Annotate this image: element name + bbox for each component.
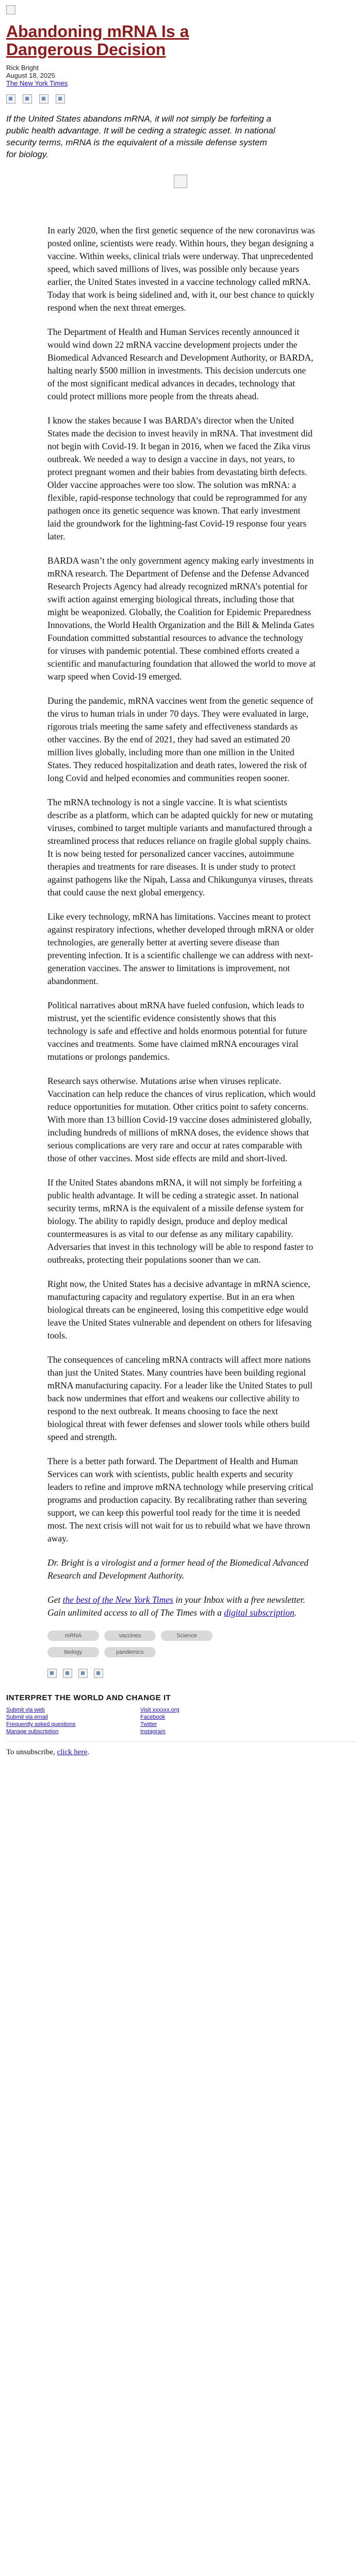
newsletter-link[interactable]: the best of the New York Times bbox=[62, 1595, 173, 1605]
footer-links bbox=[6, 1706, 274, 1735]
share-bar bbox=[6, 94, 274, 104]
header-bar bbox=[0, 0, 361, 19]
submit-email-link[interactable]: Submit via email bbox=[6, 1714, 48, 1720]
footer-links-right bbox=[140, 1706, 274, 1735]
article-header bbox=[6, 23, 274, 104]
email-share-icon[interactable] bbox=[47, 1669, 57, 1678]
body-paragraph: The Department of Health and Human Services recently announced it would wind down 22 mRNA vaccine development projects under the Biomedical Advanced Research and Development Authority, or BARDA, halting nearly $500 million in investments. This decision undercuts one of the most significant medical advances in decades, technology that could protect millions more people from the threats ahead. bbox=[47, 327, 314, 401]
unsubscribe-line bbox=[6, 1748, 316, 1757]
unsubscribe-suffix: . bbox=[87, 1748, 89, 1756]
body-paragraph: The mRNA technology is not a single vaccine. It is what scientists describe as a platform, which can be adapted quickly for new or mutating viruses, combined to target multiple variants and manufactured through a streamlined process that reduces reliance on fragile global supply chains. It is now being tested for personalized cancer vaccines, autoimmune therapies and treatments for rare diseases. It is under study to protect against pathogens like the Nipah, Lassa and Chikungunya viruses, threats that could cause the next global emergency. bbox=[47, 797, 313, 897]
body-paragraph: Right now, the United States has a decisive advantage in mRNA science, manufacturing capacity and regulatory expertise. But in an era when biological threats can be engineered, losing this competitive edge would leave the United States vulnerable and dependent on others for lifesaving tools. bbox=[47, 1279, 312, 1341]
linkedin-share-icon[interactable] bbox=[94, 1669, 103, 1678]
subscription-promo bbox=[47, 1594, 316, 1619]
article-image-icon bbox=[174, 175, 187, 188]
body-paragraph: The consequences of canceling mRNA contracts will affect more nations than just the United States. Many countries have been building regional mRNA manufacturing capacity. For a leader like the United States to pull back now undermines that effort and weakens our collective ability to respond to the next outbreak. It means choosing to face the next biological threat with fewer defenses and slower tools while others build speed and strength. bbox=[47, 1354, 313, 1442]
body-paragraph: In early 2020, when the first genetic sequence of the new coronavirus was posted online, scientists were ready. Within hours, they began designing a vaccine. Within weeks, clinical trials were underway. That unprecedented speed, which saved millions of lives, was possible only because years earlier, the United States invested in a vaccine technology called mRNA. Today that work is being sidelined and, with it, our best chance to quickly respond when the next threat emerges. bbox=[47, 225, 315, 313]
author-bio: Dr. Bright is a virologist and a former head of the Biomedical Advanced Research and Development Authority. bbox=[47, 1557, 308, 1581]
topic-tags bbox=[47, 1631, 316, 1664]
instagram-link[interactable]: Instagram bbox=[140, 1728, 166, 1735]
tag-vaccines[interactable]: vaccines bbox=[104, 1631, 156, 1641]
digital-subscription-link[interactable]: digital subscription bbox=[224, 1607, 294, 1618]
promo-suffix: . bbox=[294, 1607, 297, 1618]
faq-link[interactable]: Frequently asked questions bbox=[6, 1721, 76, 1727]
publish-date: August 18, 2025 bbox=[6, 72, 55, 79]
tag-science[interactable]: Science bbox=[161, 1631, 212, 1641]
email-share-icon[interactable] bbox=[6, 94, 15, 104]
article-body bbox=[47, 224, 316, 1678]
body-paragraph: I know the stakes because I was BARDA’s director when the United States made the decision to invest heavily in mRNA. That investment did not begin with Covid-19. It began in 2016, when we faced the Zika virus outbreak. We needed a way to design a vaccine in days, not years, to protect pregnant women and their babies from devastating birth defects. Older vaccine approaches were too slow. The solution was mRNA: a flexible, rapid-response technology that could be reprogrammed for any pathogen once its genetic sequence was known. That early investment laid the groundwork for the lightning-fast Covid-19 response four years later. bbox=[47, 415, 313, 541]
twitter-share-icon[interactable] bbox=[78, 1669, 88, 1678]
twitter-link[interactable]: Twitter bbox=[140, 1721, 157, 1727]
publication-link[interactable]: The New York Times bbox=[6, 79, 68, 87]
body-paragraph: During the pandemic, mRNA vaccines went from the genetic sequence of the virus to human trials in under 70 days. They were evaluated in large, rigorous trials meeting the same safety and effectiveness standards as other vaccines. By the end of 2021, they had saved an estimated 20 million lives globally, including more than one million in the United States. They reduced hospitalization and death rates, lowered the risk of long Covid and helped economies and communities reopen sooner. bbox=[47, 696, 314, 783]
tag-pandemics[interactable]: pandemics bbox=[104, 1647, 156, 1657]
linkedin-share-icon[interactable] bbox=[56, 94, 65, 104]
newsletter-logo-icon[interactable] bbox=[6, 5, 15, 14]
footer-heading: INTERPRET THE WORLD AND CHANGE IT bbox=[6, 1693, 171, 1702]
bottom-share-bar bbox=[47, 1669, 316, 1678]
promo-middle: in your Inbox with a free newsletter. Gain unlimited access to all of The Times with a bbox=[47, 1595, 305, 1618]
body-paragraph: If the United States abandons mRNA, it will not simply be forfeiting a public health advantage. It will be ceding a strategic asset. In national security terms, mRNA is the equivalent of a missile defense system for biology. The ability to rapidly design, produce and deploy medical countermeasures is as vital to our defense as any military capability. Adversaries that invest in this technology will be able to respond faster to outbreaks, protecting their populations sooner than we can. bbox=[47, 1177, 314, 1265]
unsubscribe-link[interactable]: click here bbox=[57, 1748, 88, 1756]
body-paragraph: BARDA wasn’t the only government agency making early investments in mRNA research. The Department of Defense and the Defense Advanced Research Projects Agency had already recognized mRNA’s potential for swift action against emerging biological threats, including those that might be weaponized. Globally, the Coalition for Epidemic Preparedness Innovations, the World Health Organization and the Bill & Melinda Gates Foundation committed substantial resources to advance the technology for viruses with pandemic potential. These combined efforts created a scientific and manufacturing foundation that allowed the world to move at warp speed when Covid-19 emerged. bbox=[47, 555, 316, 682]
facebook-share-icon[interactable] bbox=[23, 94, 32, 104]
promo-prefix: Get bbox=[47, 1595, 63, 1605]
manage-subscription-link[interactable]: Manage subscription bbox=[6, 1728, 59, 1735]
article-title[interactable]: Abandoning mRNA Is a Dangerous Decision bbox=[6, 22, 189, 59]
body-paragraph: Political narratives about mRNA have fueled confusion, which leads to mistrust, yet the scientific evidence consistently shows that this technology is safe and effective and holds enormous potential for future vaccines and treatments. Some have claimed mRNA encourages viral mutations or prolongs pandemics. bbox=[47, 1000, 307, 1062]
submit-web-link[interactable]: Submit via web bbox=[6, 1707, 45, 1713]
footer bbox=[6, 1693, 316, 1757]
twitter-share-icon[interactable] bbox=[39, 94, 48, 104]
unsubscribe-prefix: To unsubscribe, bbox=[6, 1748, 57, 1756]
tag-biology[interactable]: biology bbox=[47, 1647, 99, 1657]
facebook-share-icon[interactable] bbox=[63, 1669, 72, 1678]
body-paragraph: Research says otherwise. Mutations arise when viruses replicate. Vaccination can help reduce the chances of virus replication, which would reduce opportunities for mutation. Other critics point to safety concerns. With more than 13 billion Covid-19 vaccine doses administered globally, including hundreds of millions of mRNA doses, the evidence shows that serious complications are very rare and occur at rates comparable with those of other vaccines. Most side effects are mild and short-lived. bbox=[47, 1076, 316, 1163]
visit-site-link[interactable]: Visit xxxxxx.org bbox=[140, 1707, 179, 1713]
footer-links-left bbox=[6, 1706, 140, 1735]
author-name: Rick Bright bbox=[6, 64, 39, 72]
article-summary: If the United States abandons mRNA, it will not simply be forfeiting a public health advantage. It will be ceding a strategic asset. In national security terms, mRNA is the equivalent of a missile defense system for biology. bbox=[6, 114, 275, 159]
body-paragraph: Like every technology, mRNA has limitations. Vaccines meant to protect against respiratory infections, whether developed through mRNA or older technologies, are generally better at averting severe disease than preventing infection. It is a scientific challenge we can address with next-generation vaccines. The answer to limitations is improvement, not abandonment. bbox=[47, 911, 314, 986]
tag-mrna[interactable]: mRNA bbox=[47, 1631, 99, 1641]
footer-divider bbox=[6, 1741, 357, 1742]
body-paragraph: There is a better path forward. The Department of Health and Human Services can work with scientists, public health experts and security leaders to refine and improve mRNA technology while preserving critical programs and production capacity. By recalibrating rather than severing support, we can keep this powerful tool ready for the time it is needed most. The next crisis will not wait for us to rebuild what we have thrown away. bbox=[47, 1456, 314, 1544]
facebook-link[interactable]: Facebook bbox=[140, 1714, 166, 1720]
byline bbox=[6, 64, 274, 87]
